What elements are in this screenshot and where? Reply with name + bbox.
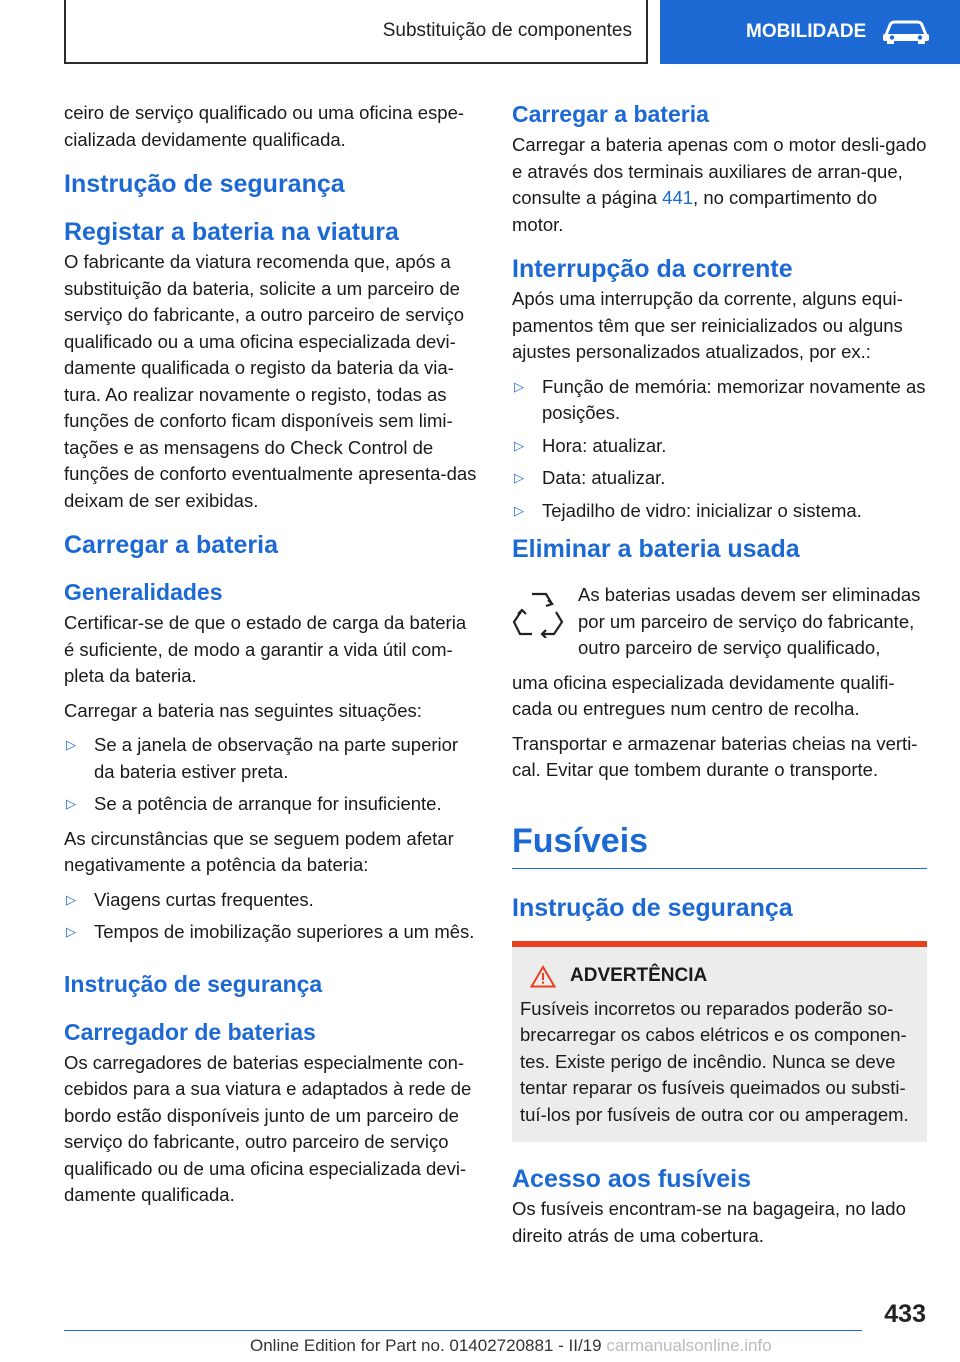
chargers-text: Os carregadores de baterias especialmente con-cebidos para a sua viatura e adaptados à rede de bordo estão disponíveis junto de um parceiro de serviço do fabricante, outro parceiro de serviço qualificado ou de uma oficina especializada devi-damente qualificada. bbox=[64, 1051, 472, 1205]
page-link[interactable]: 441 bbox=[662, 187, 694, 208]
heading-safety-2: Instrução de segurança bbox=[64, 970, 323, 997]
heading-power-interruption: Interrupção da corrente bbox=[512, 255, 793, 283]
heading-general: Generalidades bbox=[64, 579, 223, 605]
bullet-triangle-icon: ▷ bbox=[66, 796, 76, 811]
list-item: ▷ Viagens curtas frequentes. bbox=[64, 887, 479, 914]
circumstances-intro: As circunstâncias que se seguem podem afetar negativamente a potência da bateria: bbox=[64, 827, 454, 875]
page-number: 433 bbox=[884, 1300, 926, 1328]
interrupt-text: Após uma interrupção da corrente, alguns equi-pamentos têm que ser reinicializados ou alguns ajustes personalizados atualizados, por ex.: bbox=[512, 288, 903, 362]
access-text: Os fusíveis encontram-se na bagageira, no lado direito atrás de uma cobertura. bbox=[512, 1198, 906, 1246]
list-item: ▷ Data: atualizar. bbox=[512, 465, 927, 492]
edition-text: Online Edition for Part no. 01402720881 - II/19 bbox=[250, 1336, 602, 1355]
register-text: O fabricante da viatura recomenda que, após a substituição da bateria, solicite a um parceiro de serviço do fabricante, a outro parceiro de serviço qualificado ou a uma oficina especializada devi-damente qualificada o registo da bateria da via-tura. Ao realizar novamente o registo, todas as funções de conforto ficam disponíveis sem limi-tações e as mensagens do Check Control de funções de conforto eventualmente apresenta-das deixam de ser exibidas. bbox=[64, 251, 477, 511]
list-item: ▷ Tejadilho de vidro: inicializar o sistema. bbox=[512, 498, 927, 525]
dispose-text-cont: uma oficina especializada devidamente qualifi-cada ou entregues num centro de recolha. bbox=[512, 671, 895, 719]
heading-chargers: Carregador de baterias bbox=[64, 1018, 316, 1045]
heading-safety-3: Instrução de segurança bbox=[512, 893, 793, 922]
situations-list bbox=[64, 732, 479, 818]
heading-charge-battery-2: Carregar a bateria bbox=[512, 101, 709, 127]
list-item: ▷ Se a potência de arranque for insuficiente. bbox=[64, 791, 479, 818]
circumstances-list bbox=[64, 887, 479, 946]
heading-register-battery: Registar a bateria na viatura bbox=[64, 218, 399, 246]
heading-charge-battery: Carregar a bateria bbox=[64, 531, 279, 559]
situations-intro: Carregar a bateria nas seguintes situações: bbox=[64, 699, 422, 721]
heading-dispose-battery: Eliminar a bateria usada bbox=[512, 535, 800, 563]
warning-triangle-icon bbox=[530, 965, 556, 988]
recycle-note bbox=[512, 582, 927, 670]
chapter-tab[interactable] bbox=[660, 0, 960, 64]
heading-fuse-access: Acesso aos fusíveis bbox=[512, 1165, 752, 1193]
intro-text: ceiro de serviço qualificado ou uma oficina espe-cializada devidamente qualificada. bbox=[64, 102, 465, 150]
warning-title: ADVERTÊNCIA bbox=[570, 965, 708, 986]
right-column bbox=[512, 100, 927, 1257]
chapter-label: MOBILIDADE bbox=[746, 21, 867, 42]
bullet-triangle-icon: ▷ bbox=[514, 502, 524, 518]
list-item: ▷ Função de memória: memorizar novamente as posições. bbox=[514, 375, 926, 423]
recycle-icon bbox=[512, 588, 578, 670]
bullet-triangle-icon: ▷ bbox=[66, 891, 76, 907]
heading-fuses: Fusíveis bbox=[512, 820, 927, 869]
dispose-text: As baterias usadas devem ser eliminadas por um parceiro de serviço do fabricante, outro parceiro de serviço qualificado, bbox=[578, 584, 921, 658]
section-header bbox=[64, 0, 648, 64]
general-text: Certificar-se de que o estado de carga da bateria é suficiente, de modo a garantir a vida útil com-pleta da bateria. bbox=[64, 612, 467, 686]
warning-box bbox=[512, 941, 927, 1143]
bullet-triangle-icon: ▷ bbox=[514, 378, 524, 394]
charge-text: Carregar a bateria apenas com o motor desli-gado e através dos terminais auxiliares de arran-que, consulte a página 441, no compartimento do motor. bbox=[512, 134, 927, 235]
interrupt-list bbox=[512, 374, 927, 525]
list-item: ▷ Se a janela de observação na parte superior da bateria estiver preta. bbox=[66, 734, 459, 782]
warning-text: Fusíveis incorretos ou reparados poderão so-brecarregar os cabos elétricos e os componen-tes. Existe perigo de incêndio. Nunca se deve tentar reparar os fusíveis queimados ou substi-tuí-los por fusíveis de outra cor ou amperagem. bbox=[520, 997, 909, 1125]
left-column bbox=[64, 100, 479, 1217]
section-title: Substituição de componentes bbox=[382, 20, 632, 41]
car-icon bbox=[880, 19, 932, 45]
bullet-triangle-icon: ▷ bbox=[514, 437, 524, 453]
bullet-triangle-icon: ▷ bbox=[66, 737, 76, 752]
transport-text: Transportar e armazenar baterias cheias na verti-cal. Evitar que tombem durante o transporte. bbox=[512, 732, 918, 780]
bullet-triangle-icon: ▷ bbox=[514, 470, 524, 485]
watermark: carmanualsonline.info bbox=[606, 1336, 772, 1355]
heading-safety-1: Instrução de segurança bbox=[64, 170, 345, 198]
footer-divider bbox=[64, 1330, 862, 1331]
bullet-triangle-icon: ▷ bbox=[66, 924, 76, 939]
footer bbox=[250, 1336, 772, 1356]
list-item: ▷ Tempos de imobilização superiores a um mês. bbox=[64, 919, 479, 946]
list-item: ▷ Hora: atualizar. bbox=[512, 433, 927, 460]
